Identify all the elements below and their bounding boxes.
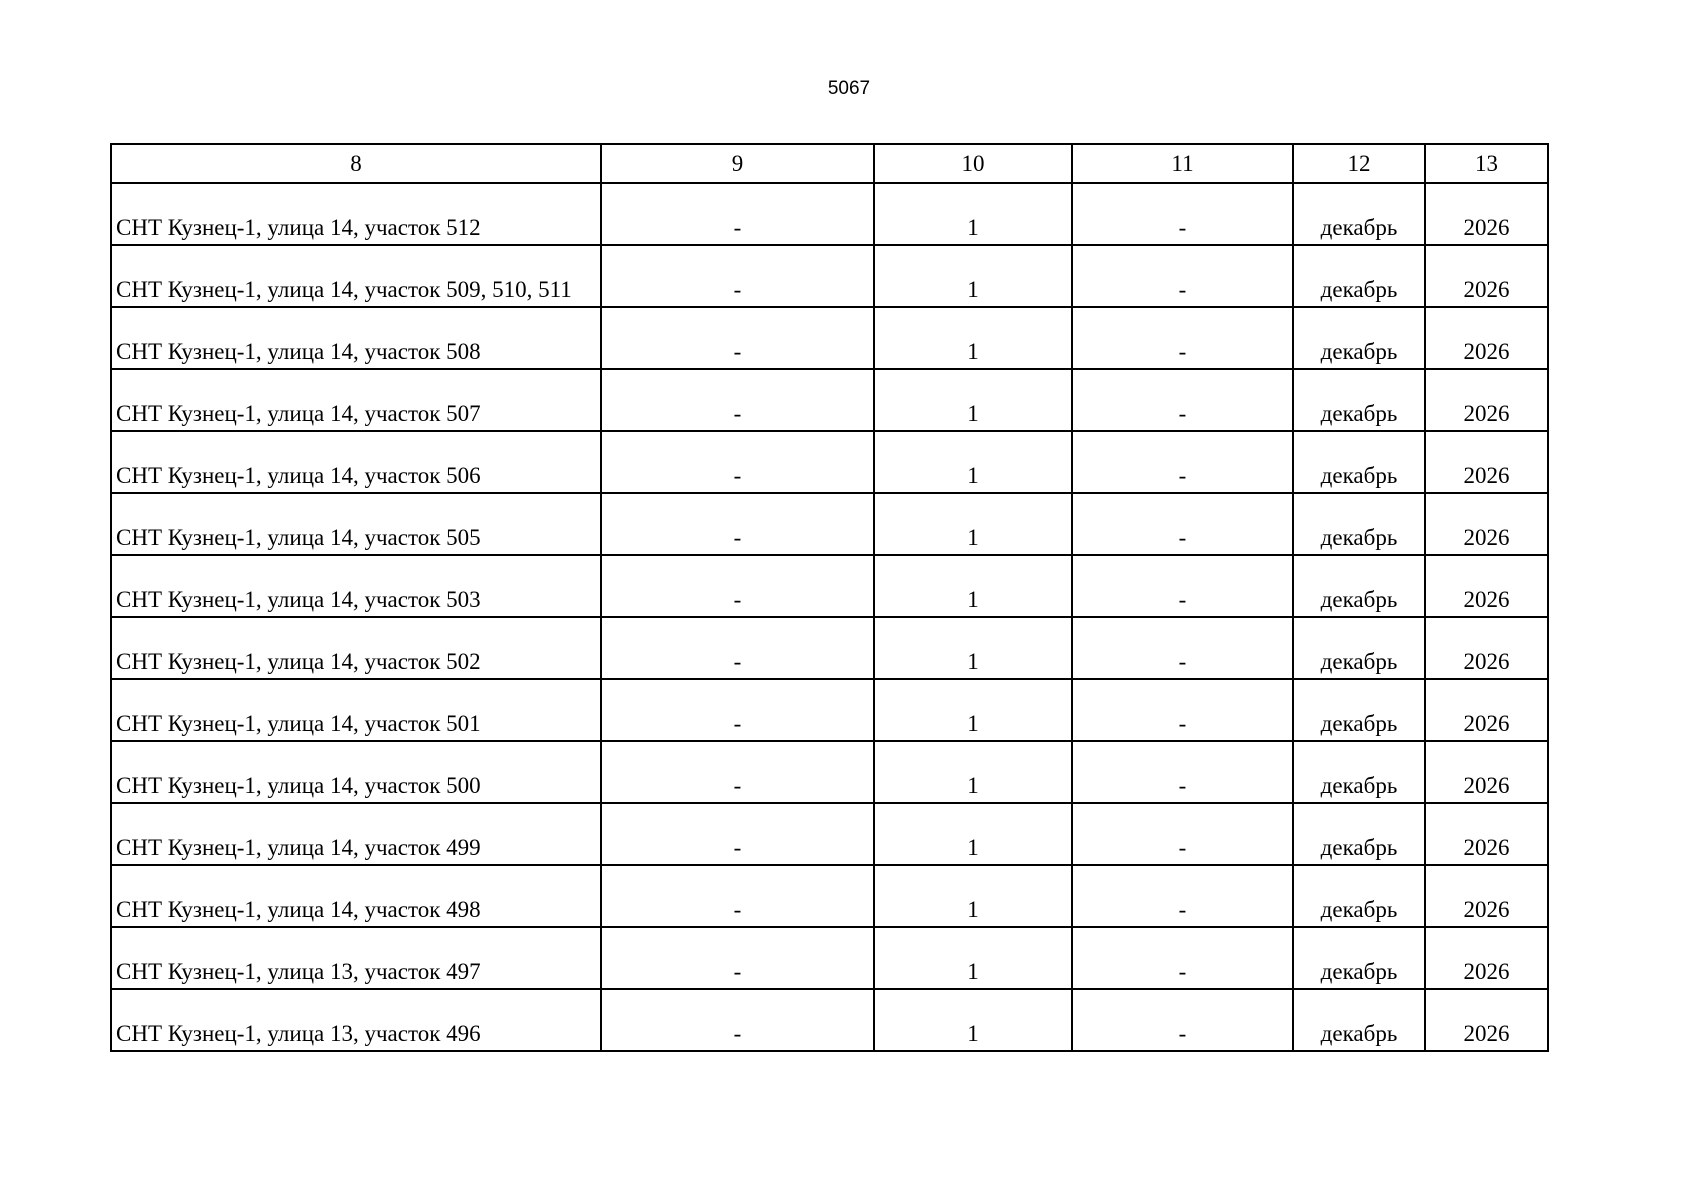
col11-cell: - bbox=[1072, 493, 1293, 555]
month-cell: декабрь bbox=[1293, 865, 1425, 927]
year-cell: 2026 bbox=[1425, 927, 1548, 989]
col10-cell: 1 bbox=[874, 431, 1072, 493]
col11-cell: - bbox=[1072, 617, 1293, 679]
col10-cell: 1 bbox=[874, 989, 1072, 1051]
header-cell: 8 bbox=[111, 144, 601, 183]
month-cell: декабрь bbox=[1293, 555, 1425, 617]
table-header-row bbox=[111, 144, 1548, 183]
col9-cell: - bbox=[601, 989, 874, 1051]
data-table bbox=[110, 143, 1549, 1052]
table-row bbox=[111, 927, 1548, 989]
year-cell: 2026 bbox=[1425, 865, 1548, 927]
col9-cell: - bbox=[601, 617, 874, 679]
col10-cell: 1 bbox=[874, 803, 1072, 865]
col10-cell: 1 bbox=[874, 369, 1072, 431]
table-row bbox=[111, 989, 1548, 1051]
table-row bbox=[111, 245, 1548, 307]
table-row bbox=[111, 307, 1548, 369]
table-body bbox=[111, 183, 1548, 1051]
address-cell: СНТ Кузнец-1, улица 14, участок 500 bbox=[111, 741, 601, 803]
table-row bbox=[111, 183, 1548, 245]
col11-cell: - bbox=[1072, 865, 1293, 927]
col9-cell: - bbox=[601, 431, 874, 493]
col10-cell: 1 bbox=[874, 245, 1072, 307]
address-cell: СНТ Кузнец-1, улица 14, участок 498 bbox=[111, 865, 601, 927]
col10-cell: 1 bbox=[874, 679, 1072, 741]
address-cell: СНТ Кузнец-1, улица 14, участок 501 bbox=[111, 679, 601, 741]
header-cell: 13 bbox=[1425, 144, 1548, 183]
year-cell: 2026 bbox=[1425, 555, 1548, 617]
col9-cell: - bbox=[601, 493, 874, 555]
col9-cell: - bbox=[601, 927, 874, 989]
year-cell: 2026 bbox=[1425, 679, 1548, 741]
col10-cell: 1 bbox=[874, 927, 1072, 989]
table-row bbox=[111, 617, 1548, 679]
col9-cell: - bbox=[601, 369, 874, 431]
year-cell: 2026 bbox=[1425, 307, 1548, 369]
address-cell: СНТ Кузнец-1, улица 13, участок 496 bbox=[111, 989, 601, 1051]
year-cell: 2026 bbox=[1425, 431, 1548, 493]
header-cell: 10 bbox=[874, 144, 1072, 183]
col11-cell: - bbox=[1072, 183, 1293, 245]
year-cell: 2026 bbox=[1425, 989, 1548, 1051]
col11-cell: - bbox=[1072, 307, 1293, 369]
year-cell: 2026 bbox=[1425, 803, 1548, 865]
address-cell: СНТ Кузнец-1, улица 14, участок 508 bbox=[111, 307, 601, 369]
col11-cell: - bbox=[1072, 741, 1293, 803]
table-row bbox=[111, 493, 1548, 555]
table-row bbox=[111, 369, 1548, 431]
month-cell: декабрь bbox=[1293, 617, 1425, 679]
table-row bbox=[111, 555, 1548, 617]
table-row bbox=[111, 431, 1548, 493]
month-cell: декабрь bbox=[1293, 431, 1425, 493]
col11-cell: - bbox=[1072, 803, 1293, 865]
table-row bbox=[111, 679, 1548, 741]
col9-cell: - bbox=[601, 245, 874, 307]
address-cell: СНТ Кузнец-1, улица 14, участок 502 bbox=[111, 617, 601, 679]
col9-cell: - bbox=[601, 555, 874, 617]
col10-cell: 1 bbox=[874, 741, 1072, 803]
col11-cell: - bbox=[1072, 679, 1293, 741]
address-cell: СНТ Кузнец-1, улица 14, участок 506 bbox=[111, 431, 601, 493]
table-row bbox=[111, 741, 1548, 803]
table-row bbox=[111, 803, 1548, 865]
header-cell: 12 bbox=[1293, 144, 1425, 183]
header-cell: 11 bbox=[1072, 144, 1293, 183]
col9-cell: - bbox=[601, 803, 874, 865]
table-row bbox=[111, 865, 1548, 927]
month-cell: декабрь bbox=[1293, 307, 1425, 369]
month-cell: декабрь bbox=[1293, 741, 1425, 803]
address-cell: СНТ Кузнец-1, улица 14, участок 505 bbox=[111, 493, 601, 555]
month-cell: декабрь bbox=[1293, 493, 1425, 555]
header-cell: 9 bbox=[601, 144, 874, 183]
col11-cell: - bbox=[1072, 989, 1293, 1051]
col10-cell: 1 bbox=[874, 493, 1072, 555]
month-cell: декабрь bbox=[1293, 679, 1425, 741]
col11-cell: - bbox=[1072, 369, 1293, 431]
address-cell: СНТ Кузнец-1, улица 14, участок 503 bbox=[111, 555, 601, 617]
year-cell: 2026 bbox=[1425, 617, 1548, 679]
page-number: 5067 bbox=[827, 78, 871, 99]
col9-cell: - bbox=[601, 307, 874, 369]
address-cell: СНТ Кузнец-1, улица 14, участок 512 bbox=[111, 183, 601, 245]
address-cell: СНТ Кузнец-1, улица 14, участок 507 bbox=[111, 369, 601, 431]
col10-cell: 1 bbox=[874, 555, 1072, 617]
col9-cell: - bbox=[601, 741, 874, 803]
col9-cell: - bbox=[601, 865, 874, 927]
month-cell: декабрь bbox=[1293, 369, 1425, 431]
month-cell: декабрь bbox=[1293, 989, 1425, 1051]
address-cell: СНТ Кузнец-1, улица 13, участок 497 bbox=[111, 927, 601, 989]
col11-cell: - bbox=[1072, 431, 1293, 493]
year-cell: 2026 bbox=[1425, 369, 1548, 431]
col11-cell: - bbox=[1072, 927, 1293, 989]
month-cell: декабрь bbox=[1293, 927, 1425, 989]
year-cell: 2026 bbox=[1425, 245, 1548, 307]
address-cell: СНТ Кузнец-1, улица 14, участок 499 bbox=[111, 803, 601, 865]
year-cell: 2026 bbox=[1425, 183, 1548, 245]
month-cell: декабрь bbox=[1293, 183, 1425, 245]
month-cell: декабрь bbox=[1293, 803, 1425, 865]
col10-cell: 1 bbox=[874, 307, 1072, 369]
col10-cell: 1 bbox=[874, 865, 1072, 927]
year-cell: 2026 bbox=[1425, 741, 1548, 803]
year-cell: 2026 bbox=[1425, 493, 1548, 555]
col11-cell: - bbox=[1072, 555, 1293, 617]
col10-cell: 1 bbox=[874, 183, 1072, 245]
col9-cell: - bbox=[601, 183, 874, 245]
col9-cell: - bbox=[601, 679, 874, 741]
month-cell: декабрь bbox=[1293, 245, 1425, 307]
col10-cell: 1 bbox=[874, 617, 1072, 679]
address-cell: СНТ Кузнец-1, улица 14, участок 509, 510, 511 bbox=[111, 245, 601, 307]
col11-cell: - bbox=[1072, 245, 1293, 307]
